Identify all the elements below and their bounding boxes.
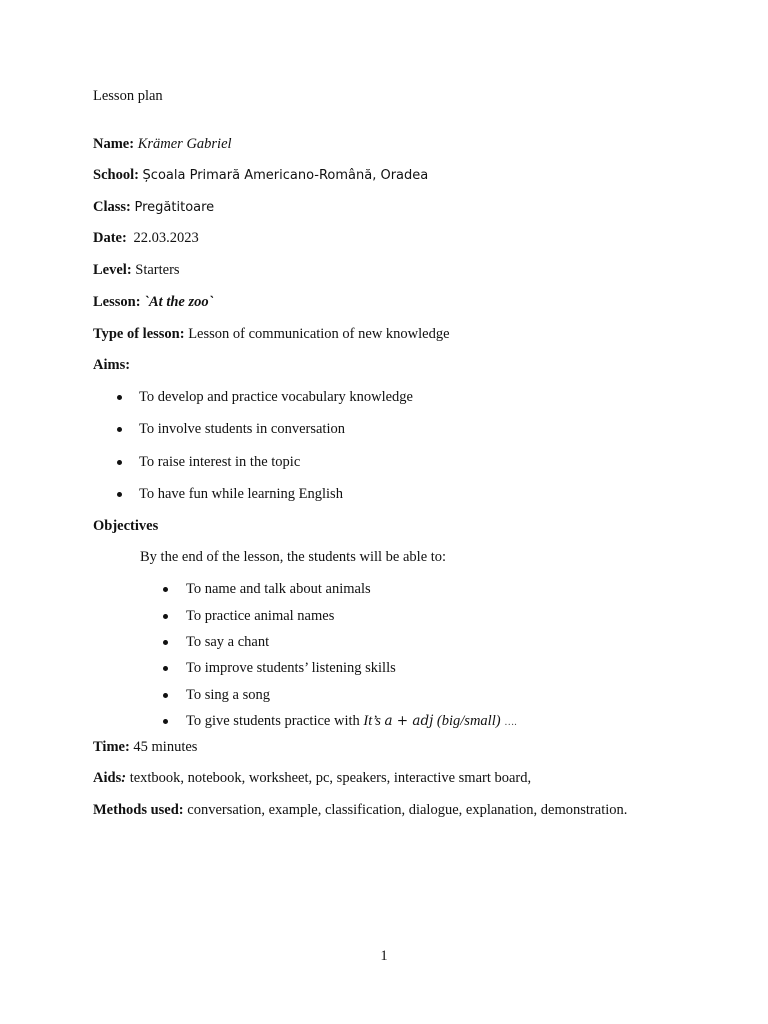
class-value: Pregătitoare [134,200,215,215]
formula-part-c: (big/small) [436,713,501,729]
aids-row [93,769,531,787]
aids-label [93,770,126,786]
level-row [93,261,180,279]
objective-text: To practice animal names [186,608,335,624]
bullet-icon [163,719,168,724]
aids-label-text: Aids [93,770,122,786]
document-heading: Lesson plan [93,88,163,104]
bullet-icon [163,614,168,619]
objective-text: To improve students’ listening skills [186,660,396,676]
name-value: Krämer Gabriel [137,136,232,152]
bullet-icon [163,693,168,698]
aim-text: To involve students in conversation [139,421,345,437]
lesson-value: `At the zoo` [144,294,214,310]
formula-part-a: It’s [363,713,381,729]
aids-value: textbook, notebook, worksheet, pc, speakers, interactive smart board, [129,770,532,786]
formula [363,713,516,729]
bullet-icon [117,395,122,400]
lesson-row [93,293,213,311]
objective-prefix: To give students practice with [186,713,360,729]
name-row [93,135,232,153]
aim-text: To raise interest in the topic [139,454,301,470]
date-row [93,229,199,247]
name-label: Name: [93,136,135,152]
type-of-lesson-value: Lesson of communication of new knowledge [188,326,450,342]
objectives-intro: By the end of the lesson, the students will be able to: [140,549,447,565]
bullet-icon [163,640,168,645]
type-of-lesson-label: Type of lesson: [93,326,185,342]
bullet-icon [117,427,122,432]
type-of-lesson-row [93,325,450,343]
class-label: Class: [93,199,131,215]
aids-label-colon: : [121,770,127,786]
lesson-label: Lesson: [93,294,141,310]
date-value: 22.03.2023 [133,230,199,246]
aims-label: Aims: [93,357,131,373]
aim-text: To have fun while learning English [139,486,343,502]
bullet-icon [163,666,168,671]
objective-text: To say a chant [186,634,270,650]
school-label: School: [93,167,139,183]
methods-value: conversation, example, classification, dialogue, explanation, demonstration. [187,802,628,818]
objective-text: To sing a song [186,687,270,703]
level-value: Starters [135,262,180,278]
bullet-icon [117,492,122,497]
school-row [93,166,428,185]
time-label: Time: [93,739,130,755]
formula-ellipsis: …. [504,717,517,728]
objective-text: To name and talk about animals [186,581,371,597]
school-value: Școala Primară Americano-Română, Oradea [142,168,429,183]
time-value: 45 minutes [133,739,198,755]
methods-label: Methods used: [93,802,184,818]
time-row [93,738,197,756]
objectives-label: Objectives [93,518,159,534]
level-label: Level: [93,262,132,278]
bullet-icon [117,460,122,465]
objective-text [186,712,517,732]
methods-row [93,801,627,819]
bullet-icon [163,587,168,592]
aim-text: To develop and practice vocabulary knowledge [139,389,413,405]
class-row [93,198,214,217]
page-number: 1 [380,948,388,964]
formula-part-b: a + adj [384,713,434,729]
date-label: Date: [93,230,127,246]
